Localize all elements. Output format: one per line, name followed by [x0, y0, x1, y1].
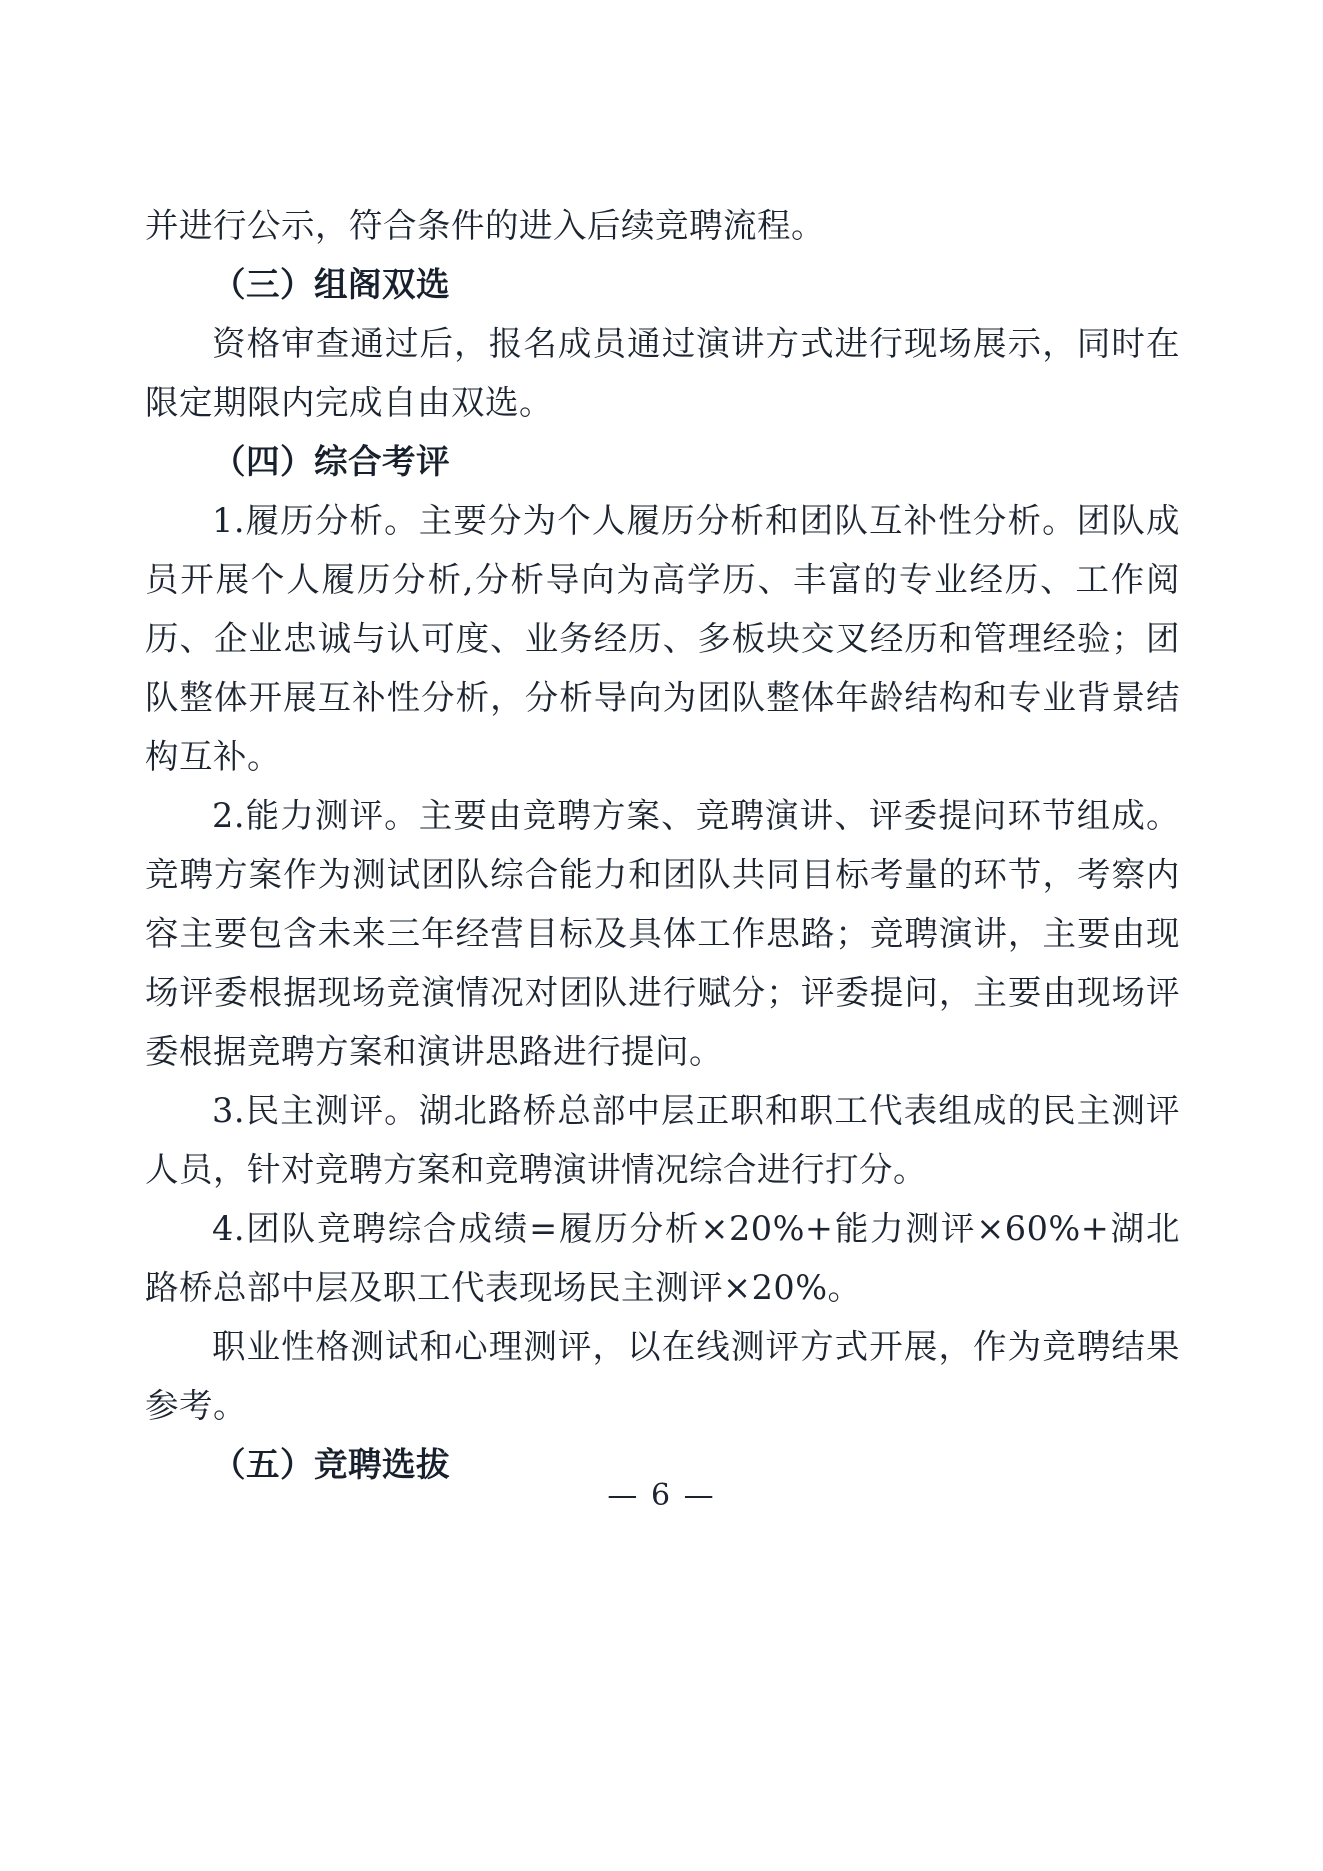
paragraph-personality-test: 职业性格测试和心理测评，以在线测评方式开展，作为竞聘结果参考。: [145, 1327, 1180, 1425]
page-number: — 6 —: [607, 1478, 716, 1513]
document-body: [145, 196, 1180, 1494]
paragraph-item-3-democratic-evaluation: 3.民主测评。湖北路桥总部中层正职和职工代表组成的民主测评人员，针对竞聘方案和竞聘演讲情况综合进行打分。: [145, 1091, 1180, 1189]
section-heading-four: （四）综合考评: [212, 442, 450, 481]
paragraph-group-selection: 资格审查通过后，报名成员通过演讲方式进行现场展示，同时在限定期限内完成自由双选。: [145, 324, 1180, 422]
paragraph-item-1-resume-analysis: 1.履历分析。主要分为个人履历分析和团队互补性分析。团队成员开展个人履历分析,分析导向为高学历、丰富的专业经历、工作阅历、企业忠诚与认可度、业务经历、多板块交叉经历和管理经验；团队整体开展互补性分析，分析导向为团队整体年龄结构和专业背景结构互补。: [145, 501, 1180, 776]
paragraph-continuation: 并进行公示，符合条件的进入后续竞聘流程。: [145, 206, 825, 245]
section-heading-three: （三）组阁双选: [212, 265, 450, 304]
section-heading-five: （五）竞聘选拔: [212, 1445, 450, 1484]
paragraph-item-4-total-score-formula: 4.团队竞聘综合成绩=履历分析×20%+能力测评×60%+湖北路桥总部中层及职工代表现场民主测评×20%。: [145, 1209, 1180, 1307]
paragraph-item-2-ability-assessment: 2.能力测评。主要由竞聘方案、竞聘演讲、评委提问环节组成。竞聘方案作为测试团队综合能力和团队共同目标考量的环节，考察内容主要包含未来三年经营目标及具体工作思路；竞聘演讲，主要由现场评委根据现场竞演情况对团队进行赋分；评委提问，主要由现场评委根据竞聘方案和演讲思路进行提问。: [145, 796, 1180, 1071]
